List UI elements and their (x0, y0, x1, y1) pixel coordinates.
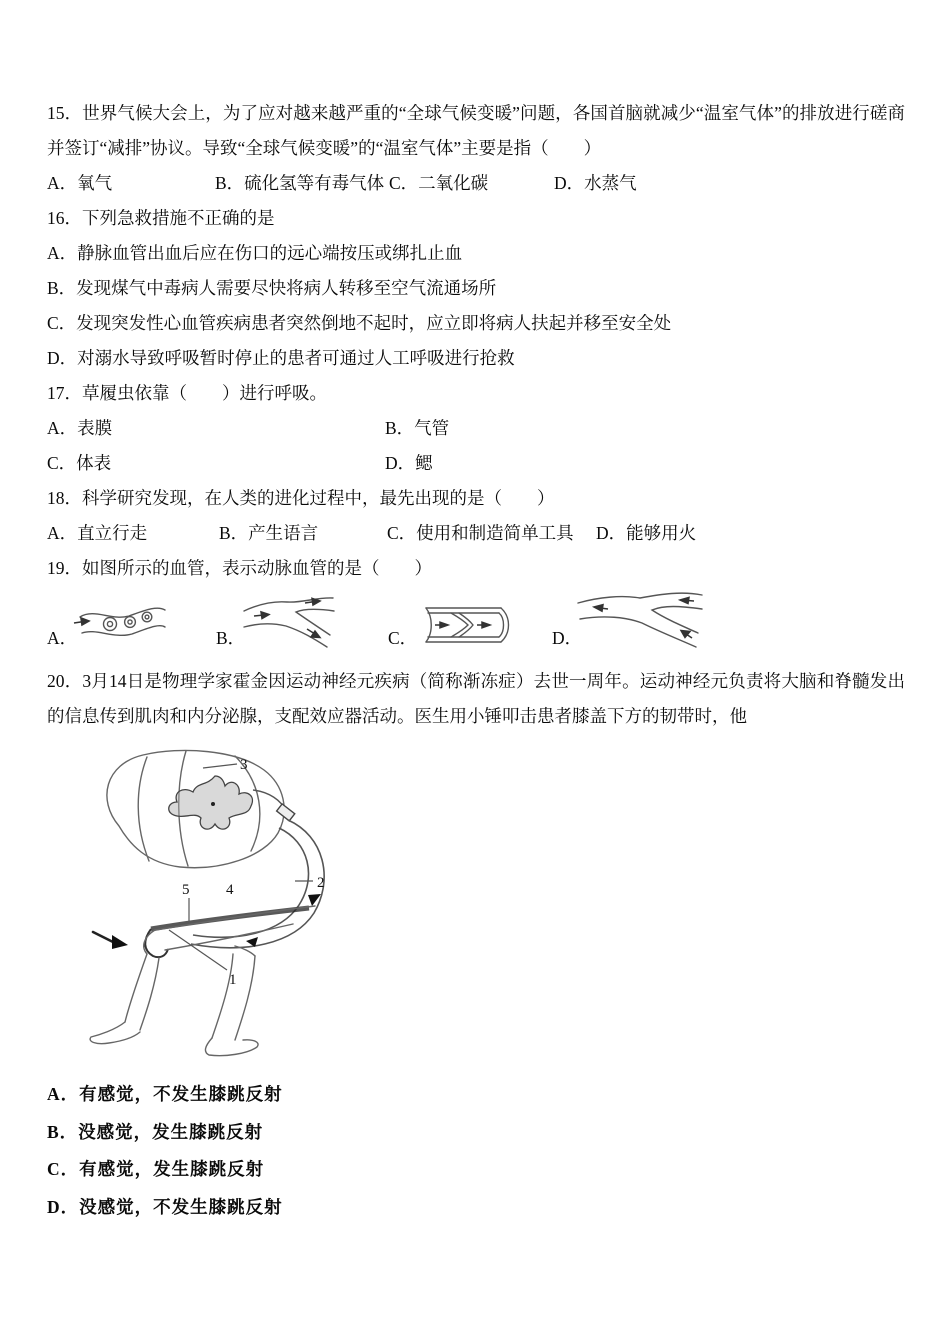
option-17-d: D．鳃 (385, 453, 433, 473)
reflex-hammer (93, 932, 128, 949)
merging-vessel-figure-d (574, 588, 706, 652)
question-20-options (47, 1076, 905, 1227)
question-19 (47, 551, 905, 660)
option-15-c: C．二氧化碳 (389, 173, 489, 193)
option-20-b: B．没感觉，发生膝跳反射 (47, 1121, 264, 1142)
option-18-c: C．使用和制造简单工具 (387, 523, 574, 543)
figure-label-4: 4 (226, 882, 234, 898)
question-18 (47, 481, 905, 551)
figure-label-2: 2 (317, 875, 325, 891)
branching-vessel-figure-b (241, 590, 341, 652)
question-15 (47, 96, 905, 201)
question-17 (47, 376, 905, 481)
question-15-options (47, 166, 905, 201)
question-20 (47, 664, 905, 1227)
option-19-a-label: A． (47, 628, 78, 648)
question-16-stem: 16．下列急救措施不正确的是 (47, 208, 275, 228)
option-19-c-label: C． (388, 628, 418, 648)
question-19-stem: 19．如图所示的血管，表示动脉血管的是（ ） (47, 558, 432, 578)
option-16-b: B．发现煤气中毒病人需要尽快将病人转移至空气流通场所 (47, 278, 497, 298)
capillary-vessel-figure-a (73, 600, 167, 650)
option-16-a: A．静脉血管出血后应在伤口的远心端按压或绑扎止血 (47, 243, 463, 263)
option-17-a: A．表膜 (47, 418, 113, 438)
question-17-stem: 17．草履虫依靠（ ）进行呼吸。 (47, 383, 327, 403)
question-18-stem: 18．科学研究发现，在人类的进化过程中，最先出现的是（ ） (47, 488, 555, 508)
gray-matter-butterfly (169, 776, 253, 829)
option-20-d: D．没感觉，不发生膝跳反射 (47, 1196, 283, 1217)
figure-label-5: 5 (182, 882, 190, 898)
question-17-options (47, 411, 905, 481)
option-18-d: D．能够用火 (596, 523, 697, 543)
option-15-b: B．硫化氢等有毒气体 (215, 173, 385, 193)
question-15-stem: 15．世界气候大会上，为了应对越来越严重的“全球气候变暖”问题，各国首脑就减少“温室气体”的排放进行磋商并签订“减排”协议。导致“全球气候变暖”的“温室气体”主要是指（ ） (47, 103, 905, 158)
option-16-d: D．对溺水导致呼吸暂时停止的患者可通过人工呼吸进行抢救 (47, 348, 515, 368)
figure-label-3: 3 (240, 757, 248, 773)
valve-vessel-figure-c (415, 604, 513, 646)
option-15-d: D．水蒸气 (554, 173, 637, 193)
option-17-b: B．气管 (385, 418, 450, 438)
knee-jerk-reflex-diagram (85, 748, 405, 1058)
question-20-figure (85, 748, 905, 1070)
option-20-c: C．有感觉，发生膝跳反射 (47, 1159, 265, 1180)
question-19-figure-row (47, 588, 905, 660)
figure-label-1: 1 (229, 972, 237, 988)
option-16-c: C．发现突发性心血管疾病患者突然倒地不起时，应立即将病人扶起并移至安全处 (47, 313, 672, 333)
question-20-stem: 20．3月14日是物理学家霍金因运动神经元疾病（简称渐冻症）去世一周年。运动神经元负责将大脑和脊髓发出的信息传到肌肉和内分泌腺，支配效应器活动。医生用小锤叩击患者膝盖下方的韧带时，他 (47, 671, 905, 726)
option-19-d-label: D． (552, 628, 583, 648)
option-15-a: A．氧气 (47, 173, 113, 193)
option-18-a: A．直立行走 (47, 523, 148, 543)
option-19-b-label: B． (216, 628, 246, 648)
option-20-a: A．有感觉，不发生膝跳反射 (47, 1084, 283, 1104)
option-17-c: C．体表 (47, 453, 112, 473)
option-18-b: B．产生语言 (219, 523, 319, 543)
question-16 (47, 201, 905, 376)
question-18-options (47, 516, 905, 551)
